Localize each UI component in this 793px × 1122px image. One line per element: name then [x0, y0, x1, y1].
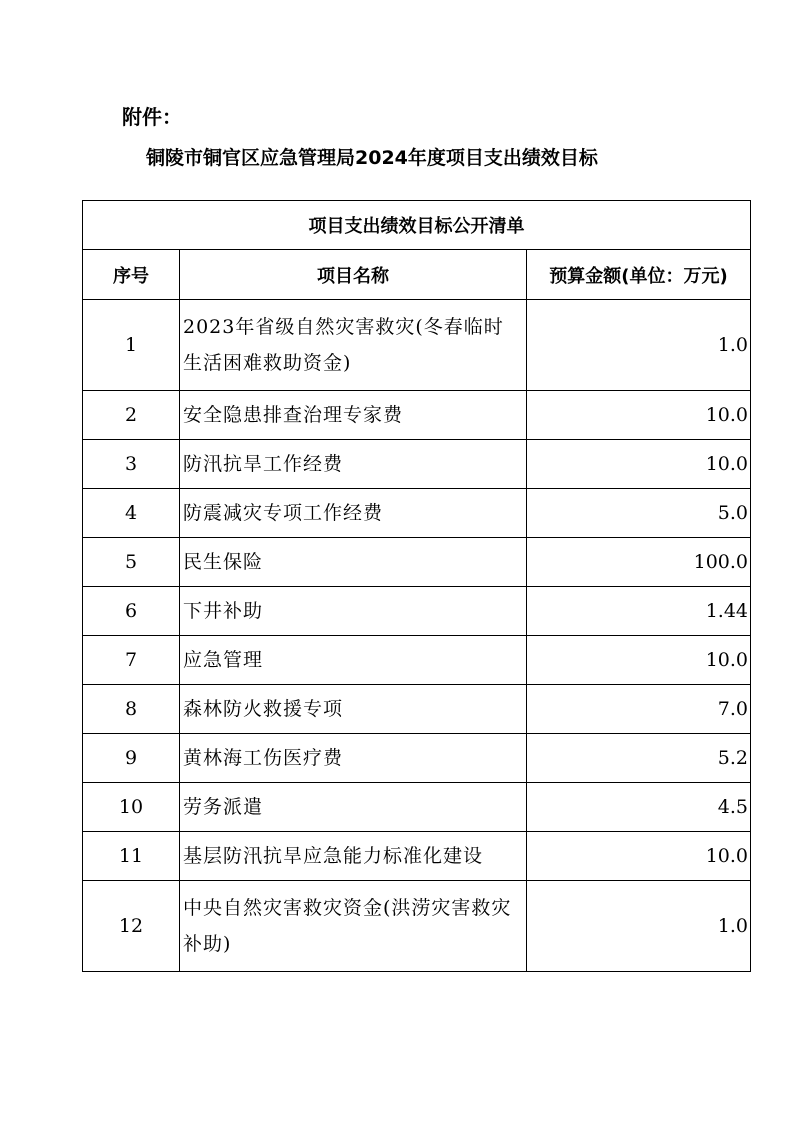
table-row [83, 832, 751, 881]
row-name: 基层防汛抗旱应急能力标准化建设 [180, 832, 527, 881]
table-row [83, 300, 751, 391]
row-name: 中央自然灾害救灾资金(洪涝灾害救灾补助) [180, 881, 527, 972]
header-name: 项目名称 [180, 250, 527, 300]
row-seq: 7 [83, 636, 180, 685]
table-row [83, 783, 751, 832]
row-name: 森林防火救援专项 [180, 685, 527, 734]
row-seq: 3 [83, 440, 180, 489]
table-caption: 项目支出绩效目标公开清单 [83, 201, 751, 250]
header-amount: 预算金额(单位：万元) [527, 250, 751, 300]
table-row [83, 734, 751, 783]
row-seq: 10 [83, 783, 180, 832]
row-amount: 100.0 [527, 538, 751, 587]
row-amount: 7.0 [527, 685, 751, 734]
table-row [83, 391, 751, 440]
row-amount: 5.2 [527, 734, 751, 783]
budget-table [82, 200, 751, 972]
document-title: 铜陵市铜官区应急管理局2024年度项目支出绩效目标 [146, 147, 598, 169]
row-seq: 2 [83, 391, 180, 440]
table-row [83, 881, 751, 972]
row-amount: 5.0 [527, 489, 751, 538]
table-row [83, 489, 751, 538]
row-amount: 10.0 [527, 832, 751, 881]
row-name: 劳务派遣 [180, 783, 527, 832]
table-row [83, 636, 751, 685]
row-name: 安全隐患排查治理专家费 [180, 391, 527, 440]
row-seq: 4 [83, 489, 180, 538]
row-seq: 5 [83, 538, 180, 587]
table-row [83, 685, 751, 734]
row-name: 应急管理 [180, 636, 527, 685]
row-name: 防汛抗旱工作经费 [180, 440, 527, 489]
row-seq: 9 [83, 734, 180, 783]
row-amount: 1.0 [527, 300, 751, 391]
row-amount: 10.0 [527, 636, 751, 685]
row-amount: 1.44 [527, 587, 751, 636]
row-seq: 1 [83, 300, 180, 391]
table-caption-row [83, 201, 751, 250]
attachment-label: 附件： [122, 105, 182, 129]
row-amount: 4.5 [527, 783, 751, 832]
row-name: 黄林海工伤医疗费 [180, 734, 527, 783]
table-row [83, 587, 751, 636]
row-name: 民生保险 [180, 538, 527, 587]
row-name: 2023年省级自然灾害救灾(冬春临时生活困难救助资金) [180, 300, 527, 391]
table-row [83, 440, 751, 489]
row-seq: 8 [83, 685, 180, 734]
row-amount: 1.0 [527, 881, 751, 972]
table-header-row [83, 250, 751, 300]
row-name: 防震减灾专项工作经费 [180, 489, 527, 538]
header-seq: 序号 [83, 250, 180, 300]
row-seq: 11 [83, 832, 180, 881]
row-seq: 6 [83, 587, 180, 636]
row-seq: 12 [83, 881, 180, 972]
table-row [83, 538, 751, 587]
row-name: 下井补助 [180, 587, 527, 636]
row-amount: 10.0 [527, 391, 751, 440]
row-amount: 10.0 [527, 440, 751, 489]
